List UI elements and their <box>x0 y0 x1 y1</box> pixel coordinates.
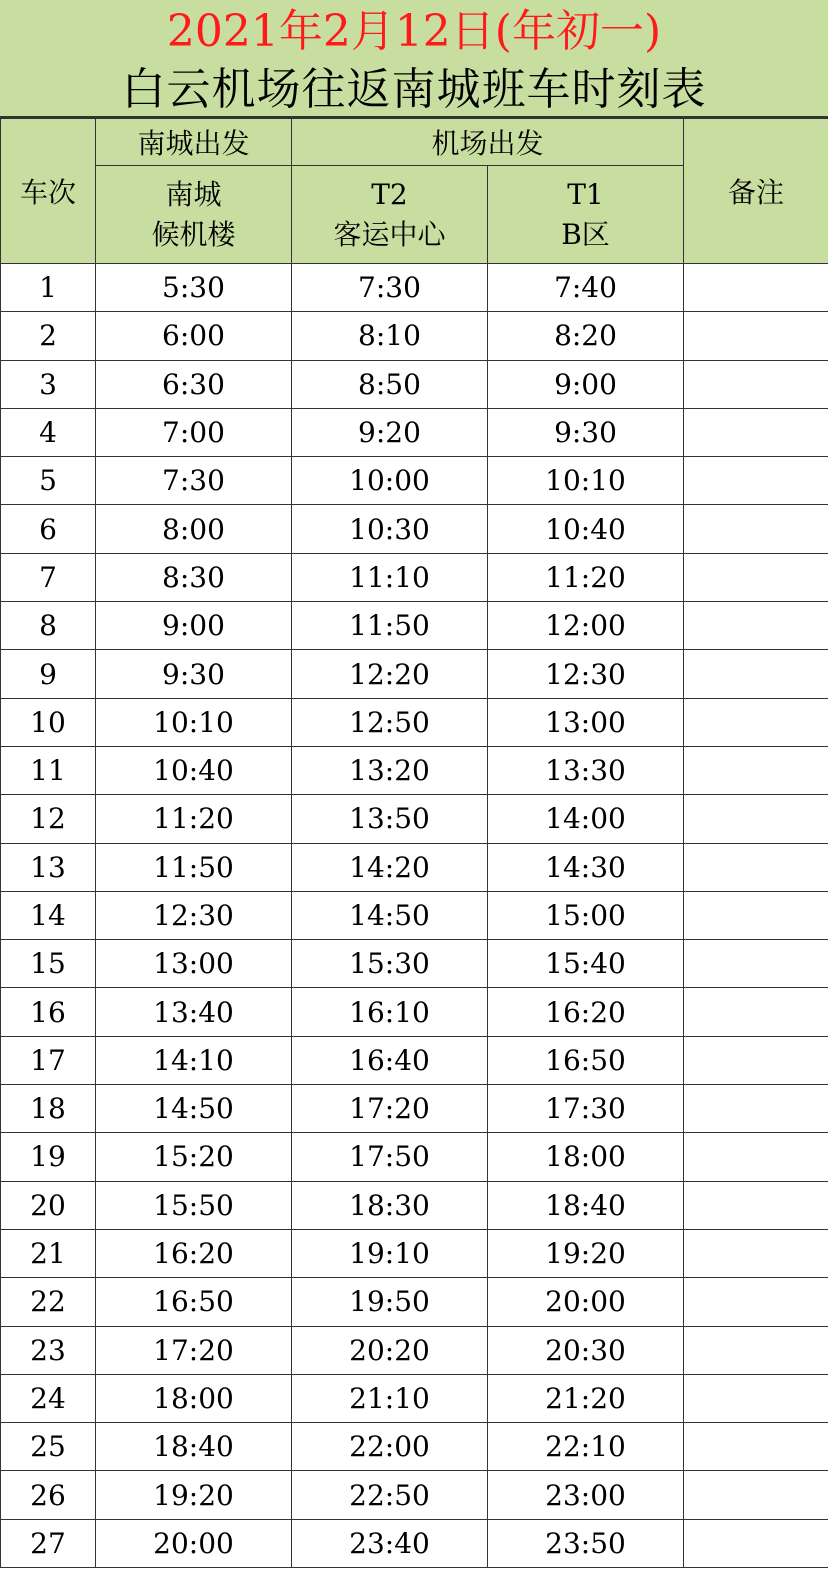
cell-trip-no: 20 <box>1 1181 96 1229</box>
cell-t2-time: 11:50 <box>292 602 488 650</box>
cell-remarks <box>684 795 828 843</box>
table-row <box>1 1133 828 1181</box>
cell-t2-time: 20:20 <box>292 1326 488 1374</box>
cell-remarks <box>684 1229 828 1277</box>
cell-t1-time: 16:50 <box>488 1036 684 1084</box>
cell-remarks <box>684 988 828 1036</box>
cell-remarks <box>684 746 828 794</box>
cell-remarks <box>684 1374 828 1422</box>
table-row <box>1 457 828 505</box>
timetable-body <box>1 264 828 1568</box>
cell-t2-time: 16:10 <box>292 988 488 1036</box>
cell-t2-time: 18:30 <box>292 1181 488 1229</box>
cell-trip-no: 27 <box>1 1519 96 1567</box>
header-group-nancheng: 南城出发 <box>96 119 292 166</box>
cell-trip-no: 4 <box>1 408 96 456</box>
cell-remarks <box>684 1181 828 1229</box>
cell-trip-no: 22 <box>1 1278 96 1326</box>
cell-nancheng-time: 18:00 <box>96 1374 292 1422</box>
header-nancheng-line2: 候机楼 <box>151 217 236 251</box>
cell-nancheng-time: 11:50 <box>96 843 292 891</box>
title-block <box>0 0 828 118</box>
cell-t2-time: 16:40 <box>292 1036 488 1084</box>
cell-t2-time: 12:20 <box>292 650 488 698</box>
table-row <box>1 553 828 601</box>
table-row <box>1 650 828 698</box>
header-t2-line2: 客运中心 <box>333 217 446 251</box>
table-row <box>1 360 828 408</box>
cell-trip-no: 21 <box>1 1229 96 1277</box>
cell-t2-time: 17:50 <box>292 1133 488 1181</box>
cell-t2-time: 14:20 <box>292 843 488 891</box>
table-row <box>1 746 828 794</box>
cell-t2-time: 10:00 <box>292 457 488 505</box>
cell-nancheng-time: 10:40 <box>96 746 292 794</box>
table-row <box>1 1374 828 1422</box>
table-row <box>1 1519 828 1567</box>
table-row <box>1 891 828 939</box>
cell-t1-time: 10:10 <box>488 457 684 505</box>
header-trip-no: 车次 <box>1 119 96 264</box>
cell-remarks <box>684 940 828 988</box>
cell-nancheng-time: 14:50 <box>96 1085 292 1133</box>
cell-t2-time: 8:50 <box>292 360 488 408</box>
cell-trip-no: 13 <box>1 843 96 891</box>
cell-nancheng-time: 15:50 <box>96 1181 292 1229</box>
table-row <box>1 940 828 988</box>
cell-remarks <box>684 457 828 505</box>
header-t1 <box>488 166 684 264</box>
cell-nancheng-time: 16:50 <box>96 1278 292 1326</box>
cell-t1-time: 23:50 <box>488 1519 684 1567</box>
cell-remarks <box>684 505 828 553</box>
table-row <box>1 1471 828 1519</box>
timetable <box>0 118 828 1568</box>
cell-t1-time: 8:20 <box>488 312 684 360</box>
cell-t1-time: 16:20 <box>488 988 684 1036</box>
cell-t1-time: 9:00 <box>488 360 684 408</box>
cell-remarks <box>684 1423 828 1471</box>
cell-t1-time: 9:30 <box>488 408 684 456</box>
cell-remarks <box>684 698 828 746</box>
cell-t2-time: 19:50 <box>292 1278 488 1326</box>
table-row <box>1 698 828 746</box>
cell-t2-time: 14:50 <box>292 891 488 939</box>
cell-nancheng-time: 10:10 <box>96 698 292 746</box>
cell-t1-time: 13:00 <box>488 698 684 746</box>
cell-trip-no: 9 <box>1 650 96 698</box>
cell-nancheng-time: 13:40 <box>96 988 292 1036</box>
cell-nancheng-time: 11:20 <box>96 795 292 843</box>
table-row <box>1 988 828 1036</box>
cell-remarks <box>684 264 828 312</box>
cell-nancheng-time: 9:30 <box>96 650 292 698</box>
cell-t1-time: 17:30 <box>488 1085 684 1133</box>
cell-t1-time: 18:00 <box>488 1133 684 1181</box>
cell-trip-no: 17 <box>1 1036 96 1084</box>
cell-remarks <box>684 1036 828 1084</box>
cell-t2-time: 17:20 <box>292 1085 488 1133</box>
cell-remarks <box>684 360 828 408</box>
cell-trip-no: 14 <box>1 891 96 939</box>
header-t1-line2: B区 <box>561 217 610 251</box>
cell-t1-time: 20:00 <box>488 1278 684 1326</box>
cell-trip-no: 18 <box>1 1085 96 1133</box>
cell-nancheng-time: 14:10 <box>96 1036 292 1084</box>
cell-t1-time: 19:20 <box>488 1229 684 1277</box>
cell-t2-time: 22:00 <box>292 1423 488 1471</box>
cell-t1-time: 22:10 <box>488 1423 684 1471</box>
table-row <box>1 1326 828 1374</box>
cell-trip-no: 26 <box>1 1471 96 1519</box>
cell-remarks <box>684 1133 828 1181</box>
cell-remarks <box>684 650 828 698</box>
title-date: 2021年2月12日(年初一) <box>166 6 662 57</box>
header-nancheng-line1: 南城 <box>165 177 222 211</box>
cell-nancheng-time: 7:30 <box>96 457 292 505</box>
table-row <box>1 312 828 360</box>
cell-t1-time: 21:20 <box>488 1374 684 1422</box>
cell-t1-time: 13:30 <box>488 746 684 794</box>
cell-trip-no: 8 <box>1 602 96 650</box>
title-main: 白云机场往返南城班车时刻表 <box>121 64 707 115</box>
cell-nancheng-time: 20:00 <box>96 1519 292 1567</box>
cell-t1-time: 23:00 <box>488 1471 684 1519</box>
cell-remarks <box>684 602 828 650</box>
cell-remarks <box>684 1278 828 1326</box>
cell-t1-time: 15:40 <box>488 940 684 988</box>
cell-trip-no: 23 <box>1 1326 96 1374</box>
table-row <box>1 1181 828 1229</box>
cell-trip-no: 25 <box>1 1423 96 1471</box>
cell-t1-time: 10:40 <box>488 505 684 553</box>
cell-t2-time: 23:40 <box>292 1519 488 1567</box>
cell-nancheng-time: 15:20 <box>96 1133 292 1181</box>
cell-t2-time: 13:20 <box>292 746 488 794</box>
cell-t2-time: 11:10 <box>292 553 488 601</box>
cell-t1-time: 12:30 <box>488 650 684 698</box>
cell-trip-no: 5 <box>1 457 96 505</box>
cell-t2-time: 13:50 <box>292 795 488 843</box>
cell-nancheng-time: 6:00 <box>96 312 292 360</box>
cell-t1-time: 20:30 <box>488 1326 684 1374</box>
cell-trip-no: 1 <box>1 264 96 312</box>
table-row <box>1 1085 828 1133</box>
cell-remarks <box>684 1471 828 1519</box>
cell-t2-time: 19:10 <box>292 1229 488 1277</box>
table-row <box>1 1229 828 1277</box>
cell-trip-no: 19 <box>1 1133 96 1181</box>
cell-nancheng-time: 19:20 <box>96 1471 292 1519</box>
cell-t2-time: 22:50 <box>292 1471 488 1519</box>
cell-t1-time: 14:00 <box>488 795 684 843</box>
table-row <box>1 505 828 553</box>
cell-trip-no: 15 <box>1 940 96 988</box>
cell-nancheng-time: 8:00 <box>96 505 292 553</box>
cell-trip-no: 10 <box>1 698 96 746</box>
cell-nancheng-time: 17:20 <box>96 1326 292 1374</box>
header-t2-line1: T2 <box>371 177 408 211</box>
table-row <box>1 1278 828 1326</box>
cell-t2-time: 15:30 <box>292 940 488 988</box>
cell-nancheng-time: 7:00 <box>96 408 292 456</box>
cell-trip-no: 7 <box>1 553 96 601</box>
table-row <box>1 602 828 650</box>
header-group-airport: 机场出发 <box>292 119 684 166</box>
cell-remarks <box>684 312 828 360</box>
table-row <box>1 408 828 456</box>
cell-trip-no: 24 <box>1 1374 96 1422</box>
cell-nancheng-time: 9:00 <box>96 602 292 650</box>
cell-t2-time: 10:30 <box>292 505 488 553</box>
cell-trip-no: 12 <box>1 795 96 843</box>
cell-remarks <box>684 1326 828 1374</box>
cell-trip-no: 16 <box>1 988 96 1036</box>
header-nancheng-terminal <box>96 166 292 264</box>
cell-remarks <box>684 553 828 601</box>
cell-remarks <box>684 408 828 456</box>
cell-nancheng-time: 18:40 <box>96 1423 292 1471</box>
cell-t2-time: 9:20 <box>292 408 488 456</box>
cell-nancheng-time: 5:30 <box>96 264 292 312</box>
cell-t2-time: 12:50 <box>292 698 488 746</box>
table-row <box>1 264 828 312</box>
cell-nancheng-time: 8:30 <box>96 553 292 601</box>
cell-t1-time: 12:00 <box>488 602 684 650</box>
header-remarks: 备注 <box>684 119 828 264</box>
cell-remarks <box>684 891 828 939</box>
cell-nancheng-time: 6:30 <box>96 360 292 408</box>
cell-t1-time: 7:40 <box>488 264 684 312</box>
timetable-header <box>1 119 828 264</box>
cell-trip-no: 3 <box>1 360 96 408</box>
cell-t1-time: 18:40 <box>488 1181 684 1229</box>
cell-remarks <box>684 843 828 891</box>
cell-trip-no: 6 <box>1 505 96 553</box>
table-row <box>1 795 828 843</box>
cell-t2-time: 21:10 <box>292 1374 488 1422</box>
cell-t1-time: 15:00 <box>488 891 684 939</box>
cell-nancheng-time: 16:20 <box>96 1229 292 1277</box>
cell-remarks <box>684 1519 828 1567</box>
cell-t1-time: 14:30 <box>488 843 684 891</box>
header-t2 <box>292 166 488 264</box>
table-row <box>1 843 828 891</box>
table-row <box>1 1036 828 1084</box>
cell-trip-no: 2 <box>1 312 96 360</box>
cell-remarks <box>684 1085 828 1133</box>
table-row <box>1 1423 828 1471</box>
header-t1-line1: T1 <box>567 177 604 211</box>
cell-nancheng-time: 13:00 <box>96 940 292 988</box>
cell-nancheng-time: 12:30 <box>96 891 292 939</box>
cell-t1-time: 11:20 <box>488 553 684 601</box>
cell-t2-time: 8:10 <box>292 312 488 360</box>
cell-t2-time: 7:30 <box>292 264 488 312</box>
cell-trip-no: 11 <box>1 746 96 794</box>
